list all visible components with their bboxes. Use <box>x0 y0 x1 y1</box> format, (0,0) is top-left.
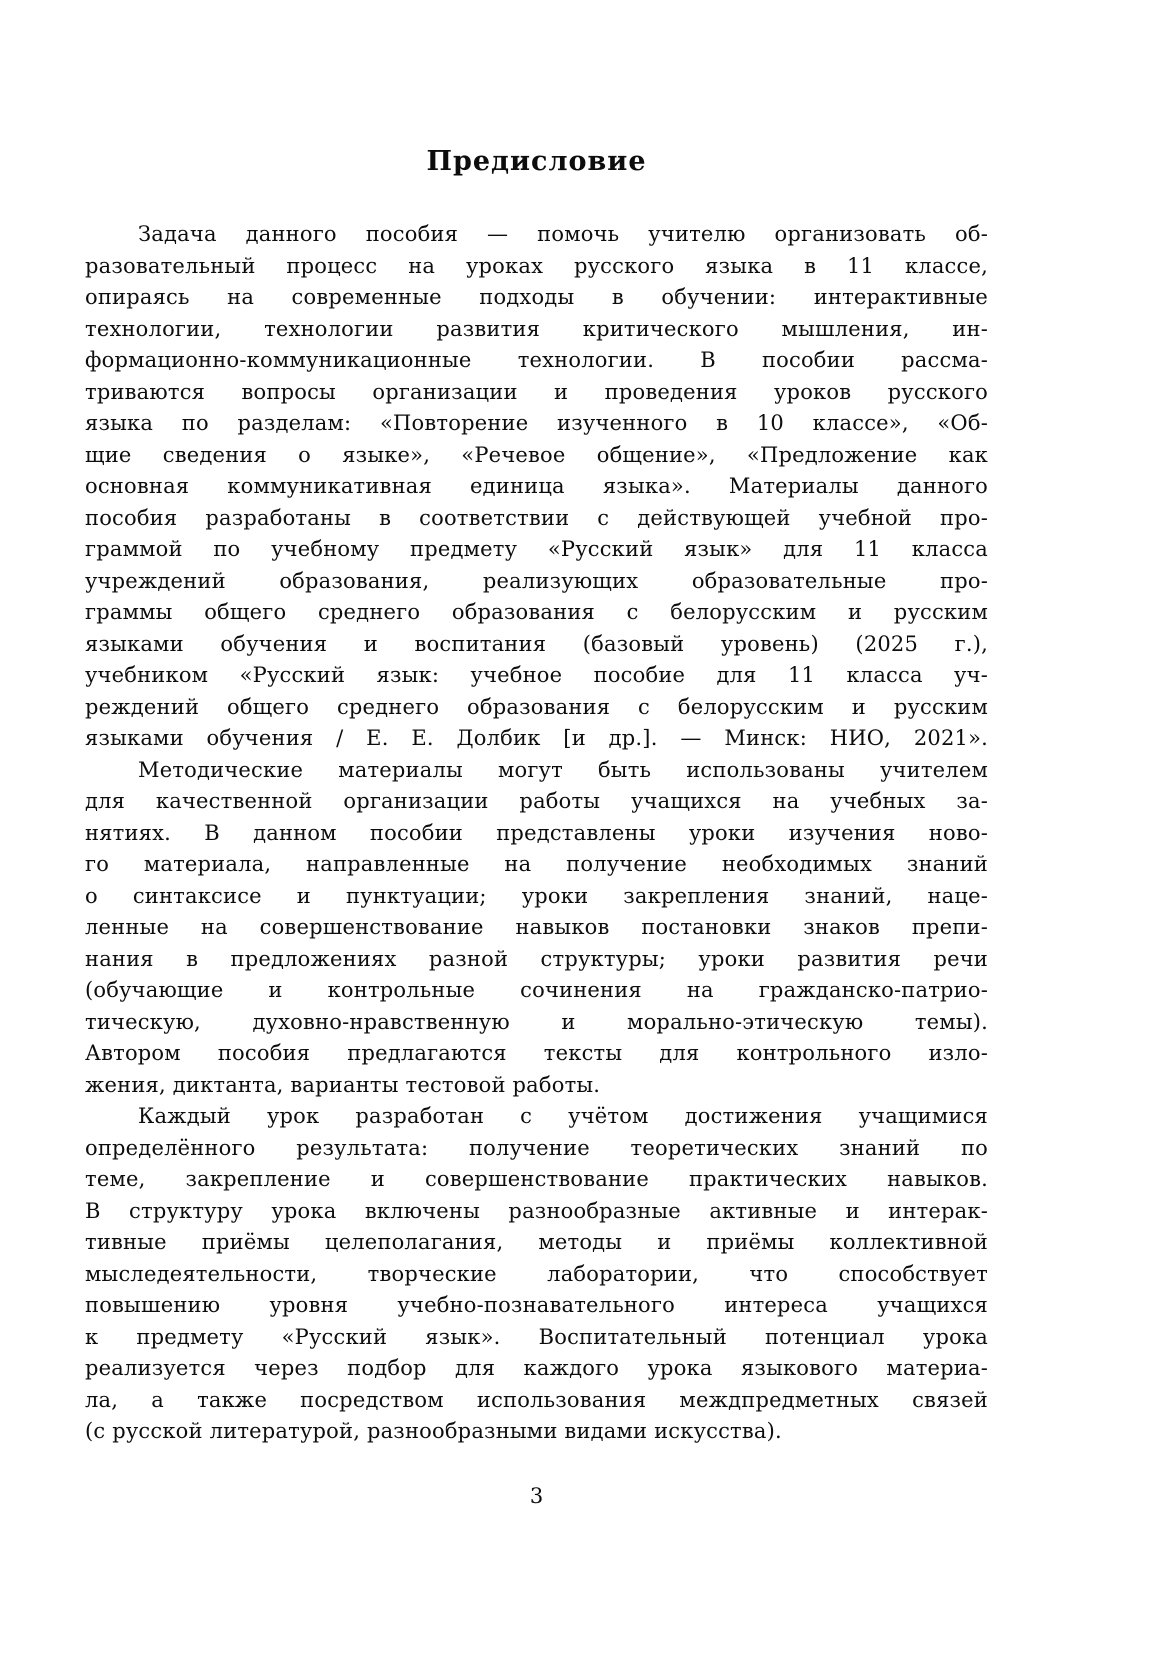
text-line: граммой по учебному предмету «Русский язык» для 11 класса <box>85 537 988 561</box>
text-line: (с русской литературой, разнообразными видами искусства). <box>85 1419 782 1443</box>
text-line: ленные на совершенствование навыков постановки знаков препи- <box>85 915 988 939</box>
text-line: тивные приёмы целеполагания, методы и приёмы коллективной <box>85 1230 988 1254</box>
text-line: нания в предложениях разной структуры; уроки развития речи <box>85 946 988 971</box>
text-line: разовательный процесс на уроках русского языка в 11 классе, <box>85 253 988 278</box>
text-line: языка по разделам: «Повторение изученного в 10 классе», «Об- <box>85 411 988 435</box>
page-title: Предисловие <box>426 146 647 177</box>
text-line: Автором пособия предлагаются тексты для контрольного изло- <box>85 1041 988 1065</box>
text-line: теме, закрепление и совершенствование практических навыков. <box>85 1167 988 1191</box>
text-line: технологии, технологии развития критического мышления, ин- <box>85 316 988 341</box>
text-line: ла, а также посредством использования междпредметных связей <box>85 1387 988 1412</box>
text-line: языками обучения / Е. Е. Долбик [и др.]. — Минск: НИО, 2021». <box>85 726 988 750</box>
page-number: 3 <box>529 1484 544 1508</box>
text-line: В структуру урока включены разнообразные активные и интерак- <box>85 1198 988 1223</box>
text-line: Методические материалы могут быть использованы учителем <box>138 757 988 782</box>
text-line: мыследеятельности, творческие лаборатории, что способствует <box>85 1261 988 1286</box>
paragraph <box>85 755 988 1102</box>
text-line: для качественной организации работы учащихся на учебных за- <box>85 789 988 813</box>
text-line: учебником «Русский язык: учебное пособие для 11 класса уч- <box>85 663 988 687</box>
text-line: нятиях. В данном пособии представлены уроки изучения ново- <box>85 820 988 845</box>
text-line: го материала, направленные на получение необходимых знаний <box>85 852 988 876</box>
text-line: граммы общего среднего образования с белорусским и русским <box>85 600 988 624</box>
text-line: реализуется через подбор для каждого урока языкового материа- <box>85 1356 988 1380</box>
text-line: Каждый урок разработан с учётом достижения учащимися <box>138 1104 988 1128</box>
text-line: опираясь на современные подходы в обучении: интерактивные <box>85 285 988 309</box>
text-line: основная коммуникативная единица языка». Материалы данного <box>85 474 988 498</box>
text-line: щие сведения о языке», «Речевое общение», «Предложение как <box>85 442 988 467</box>
text-line: о синтаксисе и пунктуации; уроки закрепления знаний, наце- <box>85 883 988 908</box>
body-text <box>85 219 988 1448</box>
text-line: пособия разработаны в соответствии с действующей учебной про- <box>85 505 988 530</box>
text-line: повышению уровня учебно-познавательного интереса учащихся <box>85 1293 988 1317</box>
text-block <box>85 146 988 1448</box>
text-line: определённого результата: получение теоретических знаний по <box>85 1135 988 1160</box>
text-line: триваются вопросы организации и проведения уроков русского <box>85 379 988 404</box>
text-line: языками обучения и воспитания (базовый уровень) (2025 г.), <box>85 631 988 656</box>
text-line: (обучающие и контрольные сочинения на гражданско-патрио- <box>85 978 988 1002</box>
text-line: учреждений образования, реализующих образовательные про- <box>85 568 988 593</box>
paragraph <box>85 1101 988 1448</box>
text-line: жения, диктанта, варианты тестовой работы. <box>85 1072 601 1097</box>
text-line: тическую, духовно-нравственную и морально-этическую темы). <box>85 1009 988 1034</box>
text-line: Задача данного пособия — помочь учителю организовать об- <box>138 222 988 246</box>
text-line: формационно-коммуникационные технологии. В пособии рассма- <box>85 348 988 372</box>
text-line: к предмету «Русский язык». Воспитательный потенциал урока <box>85 1324 988 1349</box>
paragraph <box>85 219 988 755</box>
text-line: реждений общего среднего образования с белорусским и русским <box>85 694 988 719</box>
